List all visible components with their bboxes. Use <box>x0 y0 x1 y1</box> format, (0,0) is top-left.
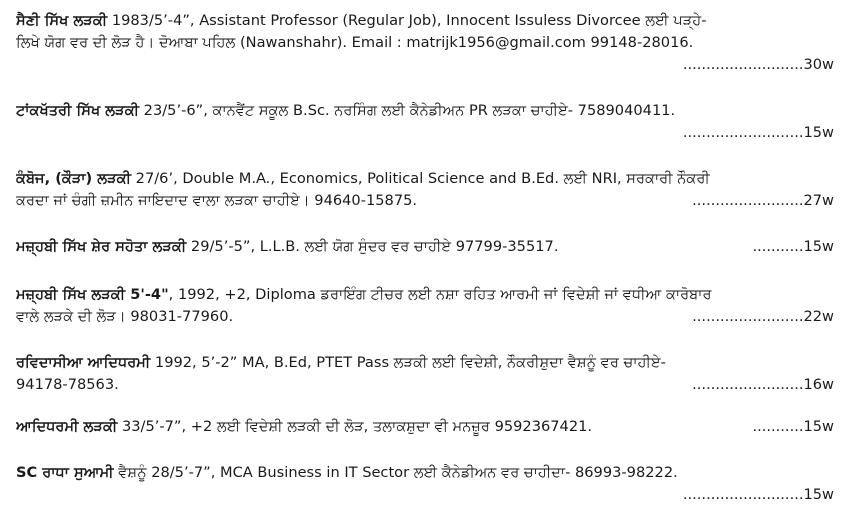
matrimonial-ad <box>16 416 834 438</box>
ad-size: ........................27w <box>692 192 834 209</box>
matrimonial-ad <box>16 462 834 506</box>
ad-heading: SC ਰਾਧਾ ਸੁਆਮੀ <box>16 464 114 481</box>
ad-text: 23/5’-6”, ਕਾਨਵੈਂਟ ਸਕੂਲ B.Sc. ਨਰਸਿੰਗ ਲਈ ਕੈਨੇਡੀਅਨ PR ਲੜਕਾ ਚਾਹੀਏ- 7589040411. <box>139 102 676 119</box>
ad-text: 1983/5’-4”, Assistant Professor (Regular Job), Innocent Issuless Divorcee ਲਈ ਪੜ੍ਹੇ- <box>107 12 707 29</box>
ad-text: ਲਿਖੇ ਯੋਗ ਵਰ ਦੀ ਲੋੜ ਹੈ। ਦੋਆਬਾ ਪਹਿਲ (Nawanshahr). Email : matrijk1956@gmail.com 99148-28016. <box>16 34 694 51</box>
ad-text: ਵਾਲੇ ਲੜਕੇ ਦੀ ਲੋੜ। 98031-77960. <box>16 308 234 325</box>
ad-text: ਕਰਦਾ ਜਾਂ ਚੰਗੀ ਜ਼ਮੀਨ ਜਾਇਦਾਦ ਵਾਲਾ ਲੜਕਾ ਚਾਹੀਏ। 94640-15875. <box>16 192 418 209</box>
ad-size: ..........................30w <box>682 56 834 73</box>
ad-heading: ਆਦਿਧਰਮੀ ਲੜਕੀ <box>16 418 118 435</box>
ad-size: ..........................15w <box>682 124 834 141</box>
ad-heading: ਮਜ਼੍ਹਬੀ ਸਿੱਖ ਸ਼ੇਰ ਸਹੋਤਾ ਲੜਕੀ <box>16 238 187 255</box>
ad-size: ...........15w <box>752 418 834 435</box>
matrimonial-ad <box>16 100 834 144</box>
ad-heading: ਰਵਿਦਾਸੀਆ ਆਦਿਧਰਮੀ <box>16 354 151 371</box>
ad-size: ...........15w <box>752 238 834 255</box>
matrimonial-ad <box>16 236 834 258</box>
matrimonial-ad <box>16 10 834 76</box>
ad-text: ਵੈਸ਼ਨੂੰ 28/5’-7”, MCA Business in IT Sector ਲਈ ਕੈਨੇਡੀਅਨ ਵਰ ਚਾਹੀਦਾ- 86993-98222. <box>113 464 678 481</box>
ad-heading: ਮਜ਼੍ਹਬੀ ਸਿੱਖ ਲੜਕੀ 5'-4" <box>16 286 169 303</box>
ad-heading: ਸੈਣੀ ਸਿੱਖ ਲੜਕੀ <box>16 12 108 29</box>
ad-size: ........................22w <box>692 308 834 325</box>
ad-size: ..........................15w <box>682 486 834 503</box>
ad-text: , 1992, +2, Diploma ਡਰਾਇੰਗ ਟੀਚਰ ਲਈ ਨਸ਼ਾ ਰਹਿਤ ਆਰਮੀ ਜਾਂ ਵਿਦੇਸ਼ੀ ਜਾਂ ਵਧੀਆ ਕਾਰੋਬਾਰ <box>168 286 712 303</box>
ad-size: ........................16w <box>692 376 834 393</box>
matrimonial-ad <box>16 168 834 212</box>
ad-heading: ਕੰਬੋਜ, (ਕੌੜਾ) ਲੜਕੀ <box>16 170 132 187</box>
ad-text: 33/5’-7”, +2 ਲਈ ਵਿਦੇਸ਼ੀ ਲੜਕੀ ਦੀ ਲੋੜ, ਤਲਾਕਸ਼ੁਦਾ ਵੀ ਮਨਜ਼ੂਰ 9592367421. <box>117 418 593 435</box>
ad-text: 1992, 5’-2” MA, B.Ed, PTET Pass ਲੜਕੀ ਲਈ ਵਿਦੇਸ਼ੀ, ਨੌਕਰੀਸ਼ੁਦਾ ਵੈਸ਼ਨੂੰ ਵਰ ਚਾਹੀਏ- <box>150 354 666 371</box>
ad-text: 29/5’-5”, L.L.B. ਲਈ ਯੋਗ ਸੁੰਦਰ ਵਰ ਚਾਹੀਏ 97799-35517. <box>186 238 559 255</box>
ad-text: 27/6’, Double M.A., Economics, Political Science and B.Ed. ਲਈ NRI, ਸਰਕਾਰੀ ਨੌਕਰੀ <box>131 170 710 187</box>
matrimonial-ad <box>16 352 834 396</box>
ad-heading: ਟਾਂਕਖੱਤਰੀ ਸਿੱਖ ਲੜਕੀ <box>16 102 140 119</box>
ad-text: 94178-78563. <box>16 376 119 393</box>
matrimonial-ad <box>16 284 834 328</box>
